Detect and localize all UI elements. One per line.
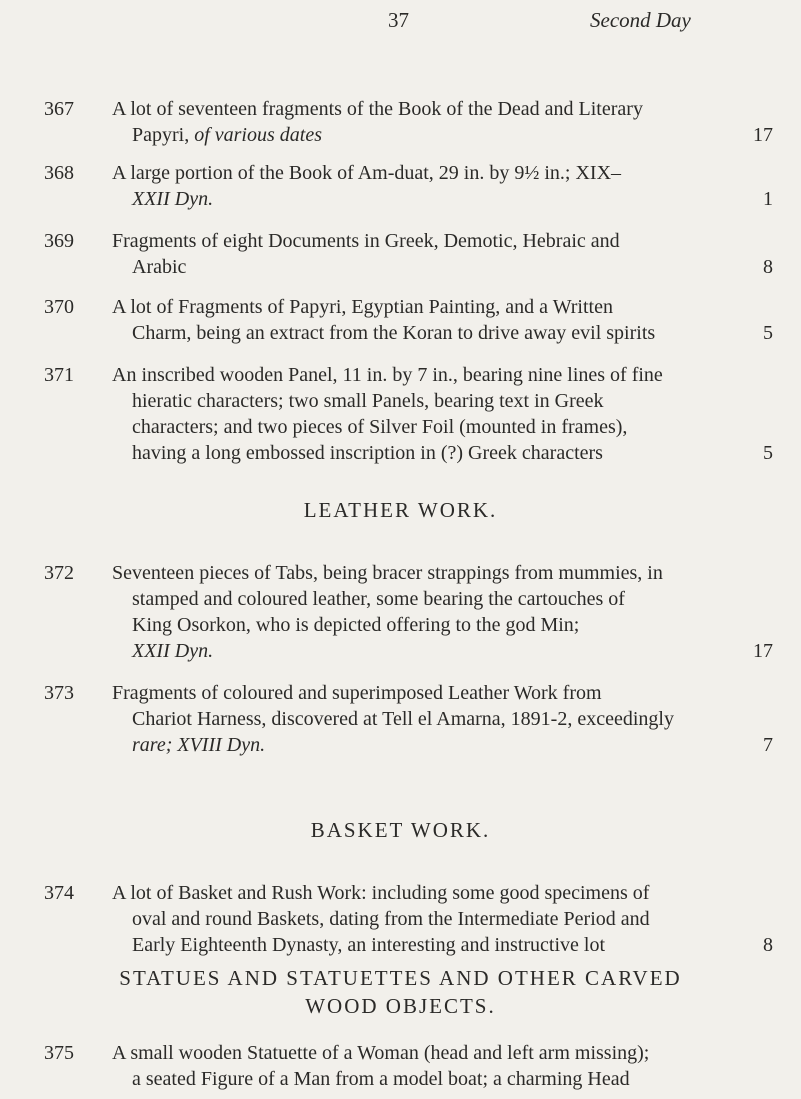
lot-line: An inscribed wooden Panel, 11 in. by 7 in., bearing nine lines of fine [112, 364, 663, 386]
page-header [0, 0, 801, 40]
lot-line: XXII Dyn. [132, 640, 214, 662]
lot-line: Chariot Harness, discovered at Tell el Amarna, 1891-2, exceedingly [132, 708, 674, 730]
lot-line: King Osorkon, who is depicted offering to the god Min; [132, 614, 580, 636]
lot-number: 367 [44, 98, 74, 120]
lot-line: Early Eighteenth Dynasty, an interesting and instructive lot [132, 934, 606, 956]
lot-line: Fragments of coloured and superimposed Leather Work from [112, 682, 602, 704]
lot-number: 371 [44, 364, 74, 386]
lot-number: 368 [44, 162, 74, 184]
lot-line: A small wooden Statuette of a Woman (head and left arm missing); [112, 1042, 650, 1064]
lot-line: having a long embossed inscription in (?) Greek characters [132, 442, 603, 464]
lot-line: A lot of seventeen fragments of the Book of the Dead and Literary [112, 98, 643, 120]
lot-number: 373 [44, 682, 74, 704]
lot-line: Papyri, of various dates [132, 124, 322, 146]
lot-price: 5 [763, 322, 773, 344]
section-heading-basket: BASKET WORK. [310, 818, 491, 842]
lot-price: 5 [763, 442, 773, 464]
lot-line: a seated Figure of a Man from a model boat; a charming Head [132, 1068, 630, 1090]
lot-number: 370 [44, 296, 74, 318]
lot-line: A lot of Fragments of Papyri, Egyptian Painting, and a Written [112, 296, 613, 318]
lot-line: Arabic [132, 256, 187, 278]
lot-line: oval and round Baskets, dating from the Intermediate Period and [132, 908, 650, 930]
lot-price: 8 [763, 934, 773, 956]
lot-number: 375 [44, 1042, 74, 1064]
lot-line: XXII Dyn. [132, 188, 214, 210]
lot-line: Charm, being an extract from the Koran to drive away evil spirits [132, 322, 656, 344]
lot-number: 369 [44, 230, 74, 252]
lot-price: 1 [763, 188, 773, 210]
section-heading-statues: STATUES AND STATUETTES AND OTHER CARVED [119, 966, 682, 990]
section-heading-statues-2: WOOD OBJECTS. [305, 994, 496, 1018]
lot-line: Fragments of eight Documents in Greek, Demotic, Hebraic and [112, 230, 620, 252]
lot-price: 17 [753, 124, 773, 146]
lot-price: 8 [763, 256, 773, 278]
lot-line: Seventeen pieces of Tabs, being bracer strappings from mummies, in [112, 562, 663, 584]
running-head: Second Day [590, 8, 691, 32]
lot-line: hieratic characters; two small Panels, bearing text in Greek [132, 390, 604, 412]
lot-line: characters; and two pieces of Silver Foil (mounted in frames), [132, 416, 628, 438]
lot-line: rare; XVIII Dyn. [132, 734, 266, 756]
lot-number: 372 [44, 562, 74, 584]
page-number: 37 [388, 8, 409, 32]
lot-line: A large portion of the Book of Am-duat, 29 in. by 9½ in.; XIX– [112, 162, 622, 184]
lot-line: A lot of Basket and Rush Work: including some good specimens of [112, 882, 650, 904]
section-heading-leather: LEATHER WORK. [303, 498, 498, 522]
lot-price: 17 [753, 640, 773, 662]
lot-number: 374 [44, 882, 74, 904]
lot-price: 7 [763, 734, 773, 756]
lot-line: stamped and coloured leather, some bearing the cartouches of [132, 588, 625, 610]
